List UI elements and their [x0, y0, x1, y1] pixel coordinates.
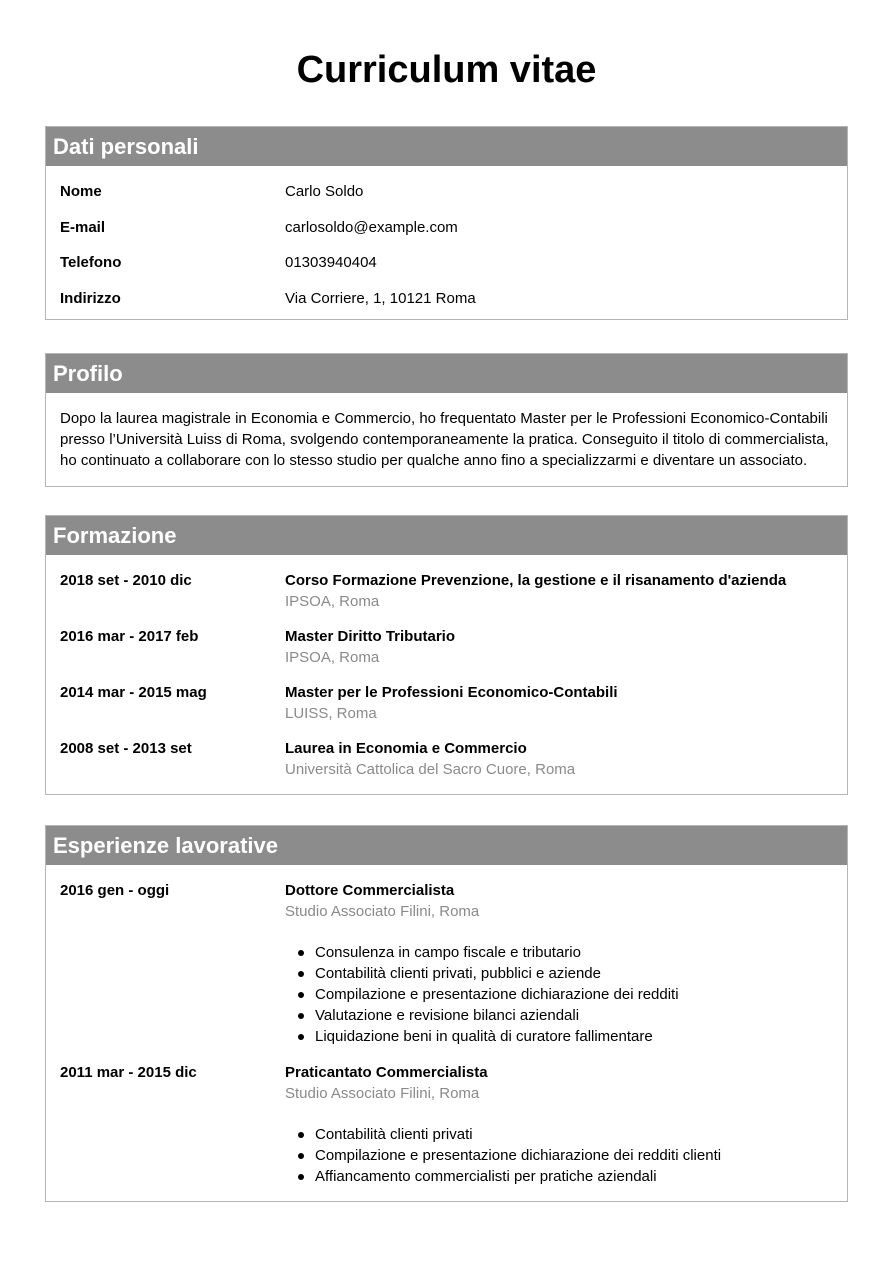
education-place: LUISS, Roma [285, 705, 377, 722]
personal-row-email [60, 217, 833, 253]
education-title: Laurea in Economia e Commercio [285, 740, 527, 757]
experience-entry [60, 1062, 833, 1187]
name-value: Carlo Soldo [285, 183, 364, 200]
personal-row-phone [60, 252, 833, 288]
experience-title: Dottore Commercialista [285, 882, 455, 899]
experience-date: 2016 gen - oggi [60, 882, 170, 899]
experience-place: Studio Associato Filini, Roma [285, 903, 480, 920]
personal-row-address [60, 288, 833, 319]
section-header-personal-data: Dati personali [46, 127, 847, 166]
address-label: Indirizzo [60, 289, 121, 307]
education-place: IPSOA, Roma [285, 649, 380, 666]
education-date: 2018 set - 2010 dic [60, 572, 192, 589]
profile-text: Dopo la laurea magistrale in Economia e Commercio, ho frequentato Master per le Professioni Economico-Contabili presso l’Università Luiss di Roma, svolgendo contemporaneamente la pratica. Conseguito il titolo di commercialista, ho continuato a collaborare con lo stesso studio per qualche anno fino a specializzarmi e diventare un associato. [60, 410, 829, 469]
section-header-education: Formazione [46, 516, 847, 555]
email-label: E-mail [60, 218, 106, 236]
experience-section [45, 825, 848, 1202]
email-value: carlosoldo@example.com [285, 218, 458, 236]
list-item: Consulenza in campo fiscale e tributario [315, 942, 833, 963]
list-item: Compilazione e presentazione dichiarazione dei redditi clienti [315, 1145, 833, 1166]
education-title: Master Diritto Tributario [285, 628, 456, 645]
education-date: 2014 mar - 2015 mag [60, 684, 207, 701]
list-item: Contabilità clienti privati [315, 1124, 833, 1145]
personal-data-section [45, 126, 848, 320]
list-item: Contabilità clienti privati, pubblici e aziende [315, 963, 833, 984]
education-title: Corso Formazione Prevenzione, la gestione e il risanamento d'azienda [285, 572, 787, 589]
section-header-experience: Esperienze lavorative [46, 826, 847, 865]
phone-label: Telefono [60, 254, 122, 271]
experience-title: Praticantato Commercialista [285, 1064, 488, 1081]
experience-entry [60, 880, 833, 1047]
education-place: IPSOA, Roma [285, 593, 380, 610]
phone-value: 01303940404 [285, 254, 377, 271]
education-entry [60, 626, 833, 668]
list-item: Valutazione e revisione bilanci aziendali [315, 1005, 833, 1026]
profile-body [46, 393, 847, 486]
experience-date: 2011 mar - 2015 dic [60, 1064, 197, 1081]
education-date: 2008 set - 2013 set [60, 740, 192, 757]
section-header-profile: Profilo [46, 354, 847, 393]
education-entry [60, 738, 833, 780]
name-label: Nome [60, 183, 102, 200]
list-item: Affiancamento commercialisti per pratiche aziendali [315, 1166, 833, 1187]
personal-row-name [60, 181, 833, 217]
list-item: Liquidazione beni in qualità di curatore fallimentare [315, 1026, 833, 1047]
education-title: Master per le Professioni Economico-Contabili [285, 684, 618, 701]
education-place: Università Cattolica del Sacro Cuore, Roma [285, 761, 576, 778]
education-entry [60, 682, 833, 724]
education-section [45, 515, 848, 795]
education-body [46, 555, 847, 780]
education-entry [60, 570, 833, 612]
experience-duties-list [285, 942, 833, 1047]
experience-body [46, 865, 847, 1187]
list-item: Compilazione e presentazione dichiarazione dei redditi [315, 984, 833, 1005]
experience-place: Studio Associato Filini, Roma [285, 1085, 480, 1102]
address-value: Via Corriere, 1, 10121 Roma [285, 289, 476, 307]
page-title: Curriculum vitae [296, 49, 597, 91]
personal-data-body [46, 166, 847, 319]
experience-duties-list [285, 1124, 833, 1187]
education-date: 2016 mar - 2017 feb [60, 628, 199, 645]
profile-section [45, 353, 848, 487]
